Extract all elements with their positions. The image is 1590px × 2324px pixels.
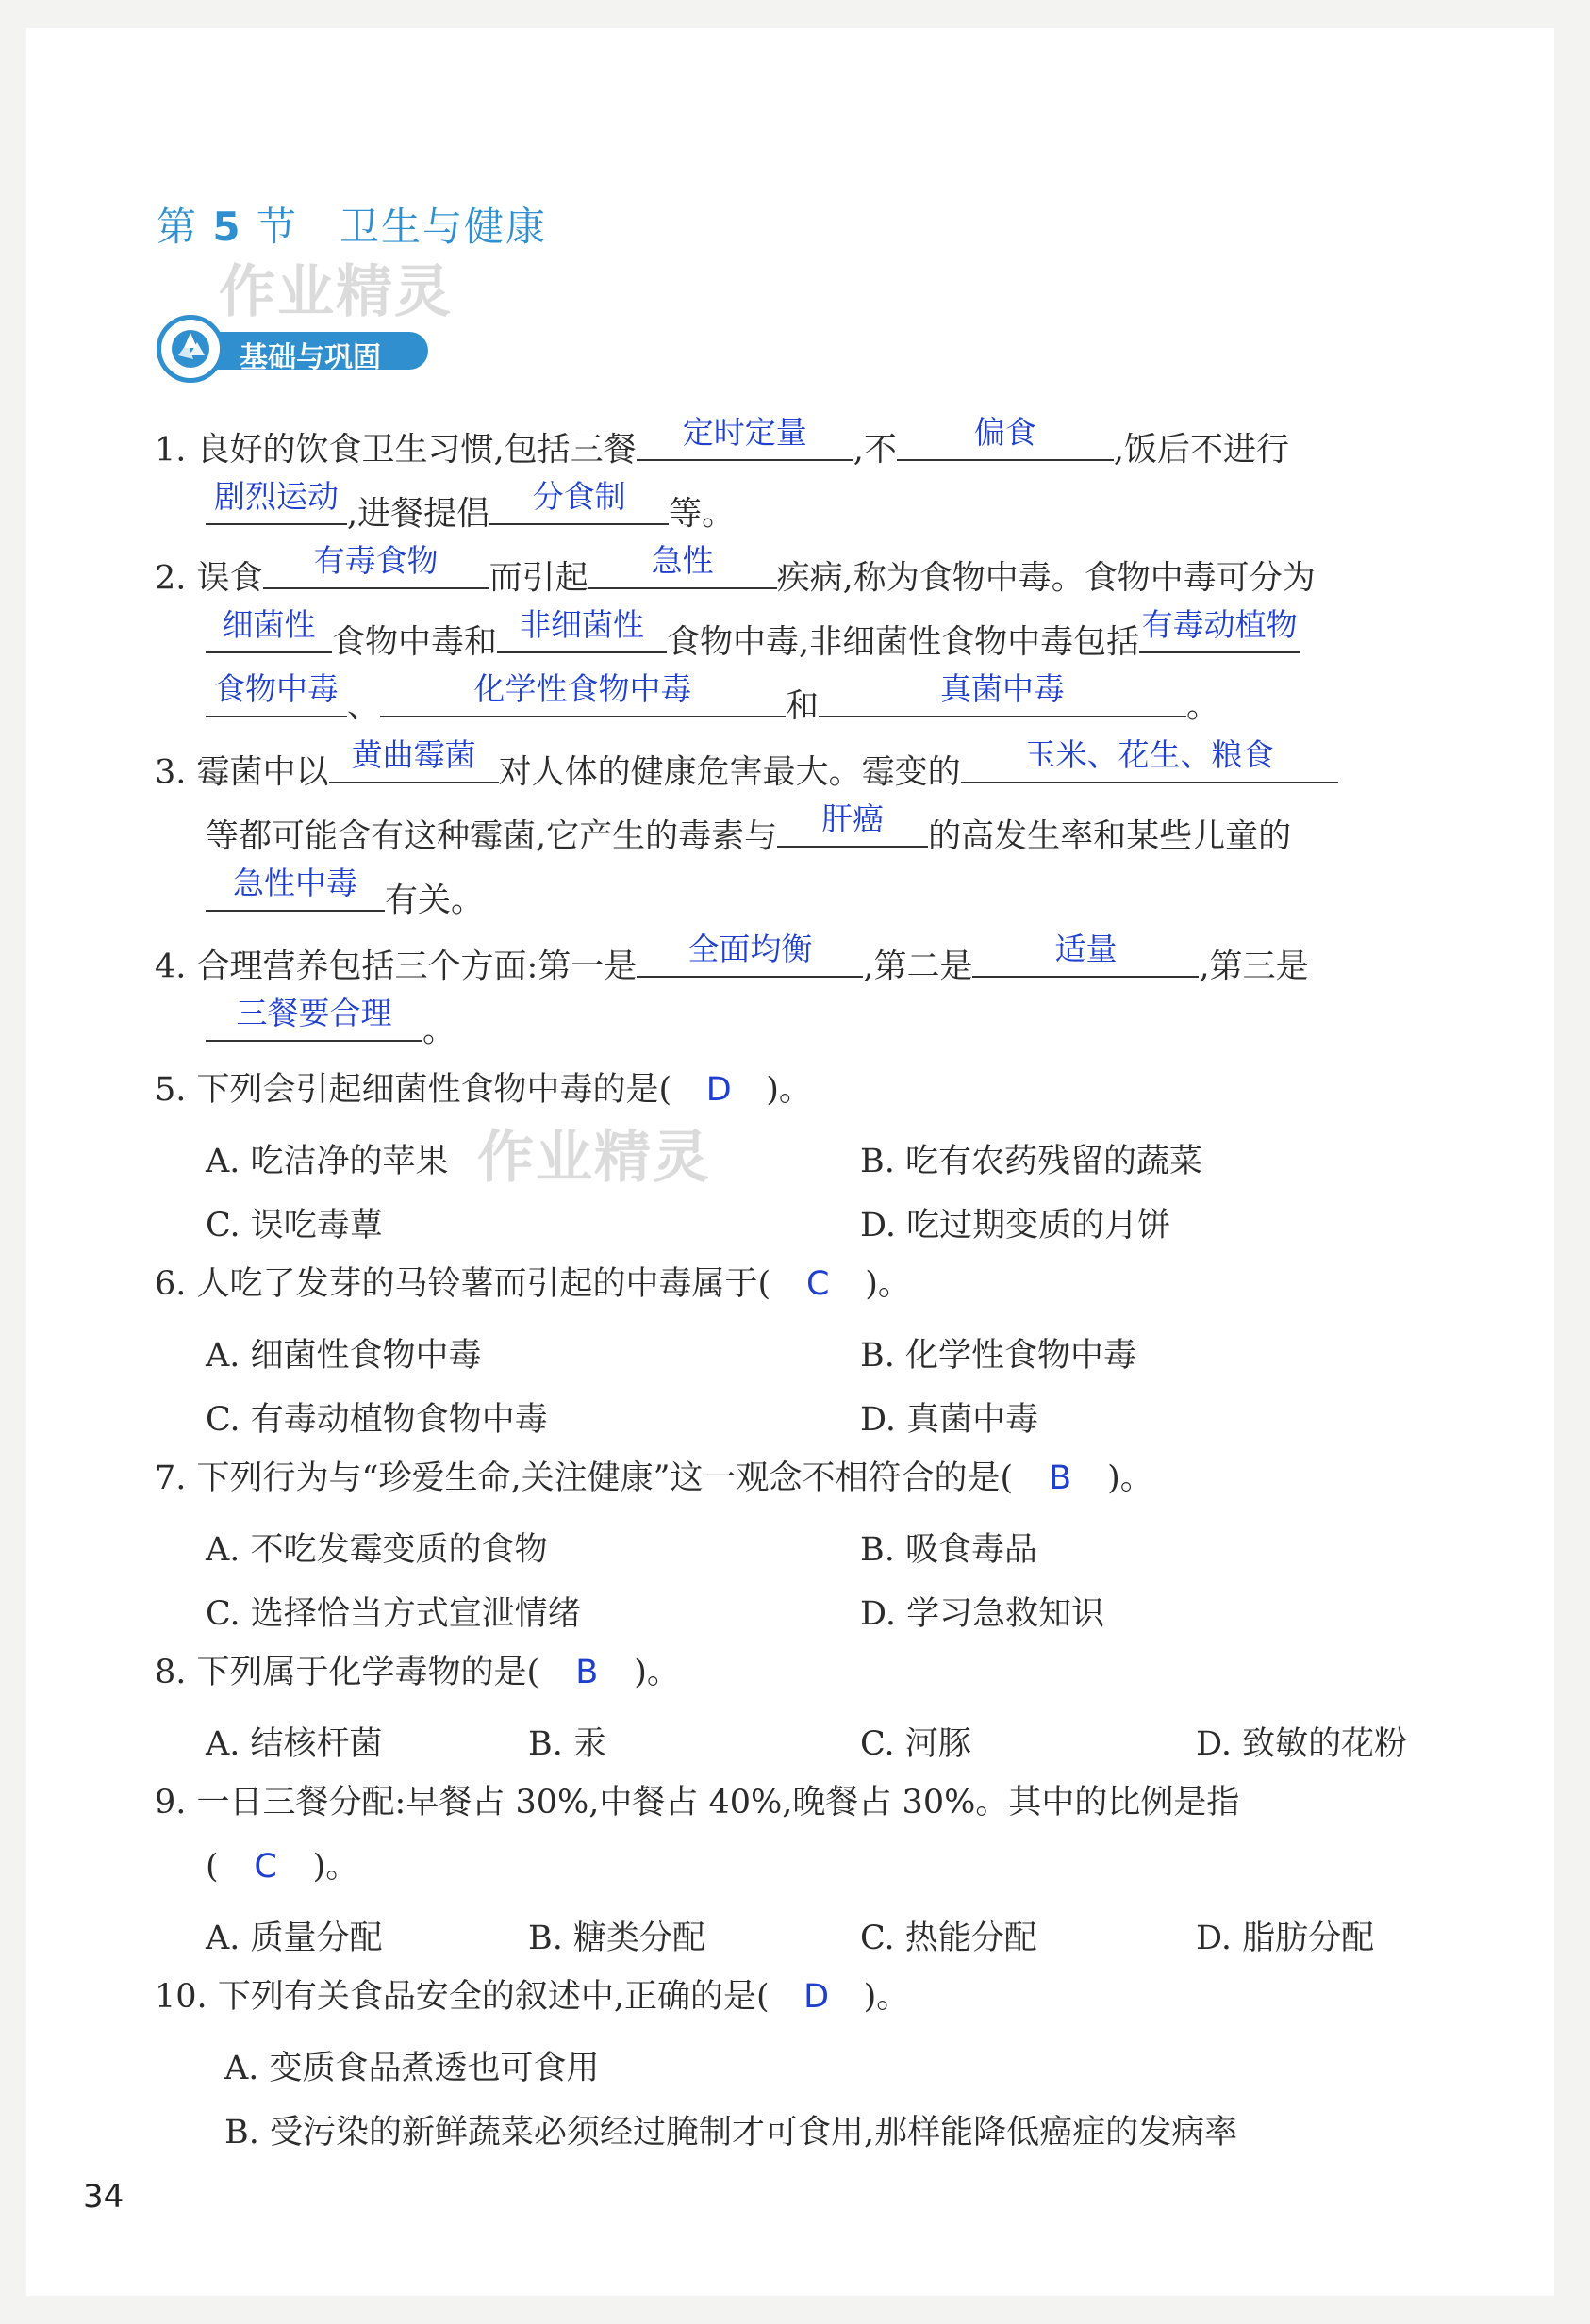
option: D. 致敏的花粉 bbox=[1196, 1725, 1408, 1763]
option: D. 吃过期变质的月饼 bbox=[860, 1207, 1171, 1244]
question-3-cont2: 急性中毒 有关。 bbox=[206, 873, 484, 923]
option: D. 脂肪分配 bbox=[1196, 1920, 1375, 1957]
answer-blank: 真菌中毒 bbox=[940, 669, 1066, 707]
answer-blank: 全面均衡 bbox=[687, 930, 813, 967]
question-9-cont: ( C )。 bbox=[206, 1846, 358, 1889]
question-1-cont: 剧烈运动 ,进餐提倡 分食制 等。 bbox=[206, 486, 735, 536]
answer-blank: 定时定量 bbox=[682, 413, 807, 451]
answer-blank: 化学性食物中毒 bbox=[473, 669, 692, 707]
option: D. 真菌中毒 bbox=[860, 1401, 1039, 1439]
choice-answer: D bbox=[705, 1071, 732, 1109]
choice-answer: D bbox=[803, 1978, 830, 2016]
question-2: 2. 误食 有毒食物 而引起 急性 疾病,称为食物中毒。食物中毒可分为 bbox=[155, 541, 1316, 598]
option: A. 变质食品煮透也可食用 bbox=[224, 2050, 600, 2087]
question-7: 7. 下列行为与“珍爱生命,关注健康”这一观念不相符合的是( B )。 bbox=[155, 1458, 1153, 1501]
choice-answer: C bbox=[254, 1848, 277, 1886]
option: C. 误吃毒蕈 bbox=[206, 1207, 383, 1244]
answer-blank: 适量 bbox=[1054, 930, 1118, 967]
answer-blank: 肝癌 bbox=[821, 799, 885, 837]
question-8: 8. 下列属于化学毒物的是( B )。 bbox=[155, 1652, 680, 1695]
section-badge bbox=[157, 311, 430, 388]
answer-blank: 剧烈运动 bbox=[214, 477, 339, 515]
option: A. 质量分配 bbox=[206, 1920, 383, 1957]
option: A. 不吃发霉变质的食物 bbox=[206, 1531, 548, 1569]
option: C. 河豚 bbox=[860, 1725, 971, 1763]
badge-label: 基础与巩固 bbox=[240, 341, 381, 374]
question-10: 10. 下列有关食品安全的叙述中,正确的是( D )。 bbox=[155, 1976, 909, 2019]
option: D. 学习急救知识 bbox=[860, 1595, 1105, 1633]
option: B. 汞 bbox=[528, 1725, 606, 1763]
answer-blank: 急性中毒 bbox=[233, 864, 357, 901]
answer-blank: 偏食 bbox=[973, 413, 1036, 451]
question-6: 6. 人吃了发芽的马铃薯而引起的中毒属于( C )。 bbox=[155, 1263, 911, 1307]
answer-blank: 玉米、花生、粮食 bbox=[1024, 735, 1274, 773]
answer-blank: 非细菌性 bbox=[520, 605, 645, 643]
question-4-cont: 三餐要合理 。 bbox=[206, 1003, 455, 1053]
question-5: 5. 下列会引起细菌性食物中毒的是( D )。 bbox=[155, 1069, 812, 1113]
question-2-cont: 细菌性 食物中毒和 非细菌性 食物中毒,非细菌性食物中毒包括 有毒动植物 bbox=[206, 615, 1300, 665]
option: C. 热能分配 bbox=[860, 1920, 1037, 1957]
answer-blank: 有毒动植物 bbox=[1141, 605, 1298, 643]
answer-blank: 分食制 bbox=[532, 477, 626, 515]
option: A. 细菌性食物中毒 bbox=[206, 1337, 482, 1375]
option: C. 有毒动植物食物中毒 bbox=[206, 1401, 548, 1439]
question-3: 3. 霉菌中以 黄曲霉菌 对人体的健康危害最大。霉变的 玉米、花生、粮食 bbox=[155, 745, 1338, 795]
option: C. 选择恰当方式宣泄情绪 bbox=[206, 1595, 581, 1633]
answer-blank: 有毒食物 bbox=[313, 541, 439, 579]
option: B. 糖类分配 bbox=[528, 1920, 705, 1957]
question-9: 9. 一日三餐分配:早餐占 30%,中餐占 40%,晚餐占 30%。其中的比例是指 bbox=[155, 1784, 1240, 1821]
answer-blank: 黄曲霉菌 bbox=[351, 735, 476, 773]
page-number: 34 bbox=[83, 2178, 124, 2216]
question-2-cont2: 食物中毒 、 化学性食物中毒 和 真菌中毒 。 bbox=[206, 679, 1219, 729]
answer-blank: 急性 bbox=[651, 541, 714, 579]
option: B. 吃有农药残留的蔬菜 bbox=[860, 1143, 1202, 1180]
option: A. 结核杆菌 bbox=[206, 1725, 383, 1763]
aperture-icon bbox=[157, 315, 224, 383]
choice-answer: B bbox=[575, 1654, 599, 1691]
question-3-cont: 等都可能含有这种霉菌,它产生的毒素与 肝癌 的高发生率和某些儿童的 bbox=[206, 799, 1292, 856]
question-4: 4. 合理营养包括三个方面:第一是 全面均衡 ,第二是 适量 ,第三是 bbox=[155, 930, 1309, 986]
watermark: 作业精灵 bbox=[477, 1125, 711, 1191]
answer-blank: 三餐要合理 bbox=[236, 994, 392, 1031]
section-name: 卫生与健康 bbox=[339, 204, 547, 250]
watermark: 作业精灵 bbox=[219, 259, 453, 325]
section-title: 第 5 节 卫生与健康 bbox=[157, 204, 547, 250]
question-1: 1. 良好的饮食卫生习惯,包括三餐 定时定量 ,不 偏食 ,饭后不进行 bbox=[155, 413, 1289, 470]
answer-blank: 食物中毒 bbox=[214, 669, 339, 707]
option: B. 吸食毒品 bbox=[860, 1531, 1037, 1569]
option: B. 化学性食物中毒 bbox=[860, 1337, 1136, 1375]
choice-answer: C bbox=[805, 1265, 830, 1303]
choice-answer: B bbox=[1049, 1459, 1072, 1497]
answer-blank: 细菌性 bbox=[222, 605, 316, 643]
option: B. 受污染的新鲜蔬菜必须经过腌制才可食用,那样能降低癌症的发病率 bbox=[224, 2114, 1238, 2151]
option: A. 吃洁净的苹果 bbox=[206, 1143, 449, 1180]
